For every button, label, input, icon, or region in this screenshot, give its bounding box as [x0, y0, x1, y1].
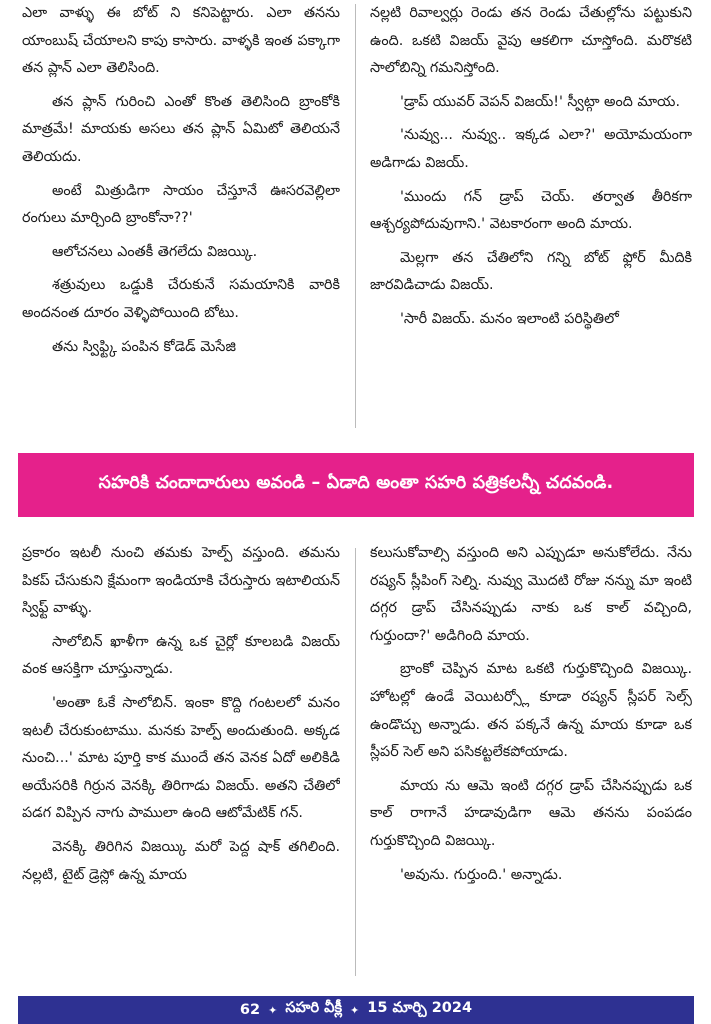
paragraph: ఎలా వాళ్ళు ఈ బోట్ ని కనిపెట్టారు. ఎలా తనను యాంబుష్ చేయాలని కాపు కాసారు. వాళ్ళకి ఇంత పక్కాగా తన ప్లాన్ ఎలా తెలిసింది. — [22, 5, 340, 77]
star-separator-icon: ✦ — [350, 1003, 360, 1017]
top-right-column — [370, 0, 692, 440]
paragraph: ఆలోచనలు ఎంతకీ తెగలేదు విజయ్కి. — [52, 243, 258, 260]
paragraph: తను స్విఫ్ట్కి పంపిన కోడెడ్ మెసేజి — [52, 338, 236, 355]
paragraph: వెనక్కి తిరిగిన విజయ్కి మరో పెద్ద షాక్ తగిలింది. నల్లటి, టైట్ డ్రెస్లో ఉన్న మాయ — [22, 838, 340, 883]
top-section — [0, 0, 711, 440]
column-divider — [355, 4, 356, 428]
paragraph: కలుసుకోవాల్సి వస్తుంది అని ఎప్పుడూ అనుకోలేదు. నేను రష్యన్ స్లీపింగ్ సెల్ని. నువ్వు మొదటి రోజు నన్ను మా ఇంటి దగ్గర డ్రాప్ చేసినప్పుడు నాకు ఒక కాల్ వచ్చింది, గుర్తుందా?' అడిగింది మాయ. — [370, 545, 692, 644]
bottom-left-column — [22, 540, 340, 980]
page-footer — [18, 996, 694, 1024]
paragraph: తన ప్లాన్ గురించి ఎంతో కొంత తెలిసింది బ్రాంకోకి మాత్రమే! మాయకు అసలు తన ప్లాన్ ఏమిటో తెలియనే తెలియదు. — [22, 93, 340, 165]
top-left-column — [22, 0, 340, 440]
paragraph: బ్రాంకో చెప్పిన మాట ఒకటి గుర్తుకొచ్చింది విజయ్కి. హోటల్లో ఉండే వెయిటర్స్లో కూడా రష్యన్ స్లీపర్ సెల్స్ ఉండొచ్చు అన్నాడు. తన పక్కనే ఉన్న మాయ కూడా ఒక స్లీపర్ సెల్ అని పసికట్టలేకపోయాడు. — [370, 661, 692, 761]
paragraph: మాయ ను ఆమె ఇంటి దగ్గర డ్రాప్ చేసినప్పుడు ఒక కాల్ రాగానే హడావుడిగా ఆమె తనను పంపడం గుర్తుకొచ్చింది విజయ్కి. — [370, 777, 692, 849]
paragraph: నల్లటి రివాల్వర్లు రెండు తన రెండు చేతుల్లోను పట్టుకుని ఉంది. ఒకటి విజయ్ వైపు ఆకలిగా చూస్తోంది. మరొకటి సాలోబిన్ని గమనిస్తోంది. — [370, 5, 692, 77]
bottom-section — [0, 540, 711, 980]
bottom-right-column — [370, 540, 692, 980]
paragraph: 'అంతా ఓకే సాలోబిన్. ఇంకా కొద్ది గంటలలో మనం ఇటలీ చేరుకుంటాము. మనకు హెల్ప్ అందుతుంది. అక్కడ నుంచి...' మాట పూర్తి కాక ముందే తన వెనక ఏదో అలికిడి అయేసరికి గిర్రున వెనక్కి తిరిగాడు విజయ్. అతని చేతిలో పడగ విప్పిన నాగు పాములా ఉంది ఆటోమేటిక్ గన్. — [22, 694, 340, 822]
paragraph: 'డ్రాప్ యువర్ వెపన్ విజయ్!' స్వీట్గా అంది మాయ. — [400, 93, 680, 110]
paragraph: సాలోబిన్ ఖాళీగా ఉన్న ఒక చైర్లో కూలబడి విజయ్ వంక ఆసక్తిగా చూస్తున్నాడు. — [22, 633, 340, 678]
page-number: 62 — [239, 1002, 261, 1018]
paragraph: 'సారీ విజయ్. మనం ఇలాంటి పరిస్థితిలో — [400, 310, 619, 327]
subscription-banner — [18, 453, 694, 517]
column-divider — [355, 548, 356, 976]
paragraph: శత్రువులు ఒడ్డుకి చేరుకునే సమయానికి వారికి అందనంత దూరం వెళ్ళిపోయింది బోటు. — [22, 277, 340, 321]
banner-text: సహరికి చందాదారులు అవండి – ఏడాది అంతా సహరి పత్రికలన్నీ చదవండి. — [98, 473, 614, 493]
issue-date: 15 మార్చి 2024 — [367, 1000, 473, 1016]
paragraph: అంటే మిత్రుడిగా సాయం చేస్తూనే ఊసరవెల్లిలా రంగులు మార్చింది బ్రాంకోనా??' — [22, 182, 340, 227]
magazine-name: సహరి వీక్లీ — [285, 1000, 343, 1016]
star-separator-icon: ✦ — [268, 1003, 278, 1017]
paragraph: 'ముందు గన్ డ్రాప్ చెయ్. తర్వాత తీరికగా ఆశ్చర్యపోదువుగాని.' వెటకారంగా అంది మాయ. — [370, 188, 692, 233]
paragraph: 'అవును. గుర్తుంది.' అన్నాడు. — [400, 866, 563, 883]
paragraph: ప్రకారం ఇటలీ నుంచి తమకు హెల్ప్ వస్తుంది. తమను పికప్ చేసుకుని క్షేమంగా ఇండియాకి చేరుస్తారు ఇటాలియన్ స్విఫ్ట్ వాళ్ళు. — [22, 545, 340, 617]
paragraph: మెల్లగా తన చేతిలోని గన్ని బోట్ ఫ్లోర్ మీదికి జారవిడిచాడు విజయ్. — [370, 249, 692, 294]
paragraph: 'నువ్వు... నువ్వు.. ఇక్కడ ఎలా?' అయోమయంగా అడిగాడు విజయ్. — [370, 127, 692, 171]
